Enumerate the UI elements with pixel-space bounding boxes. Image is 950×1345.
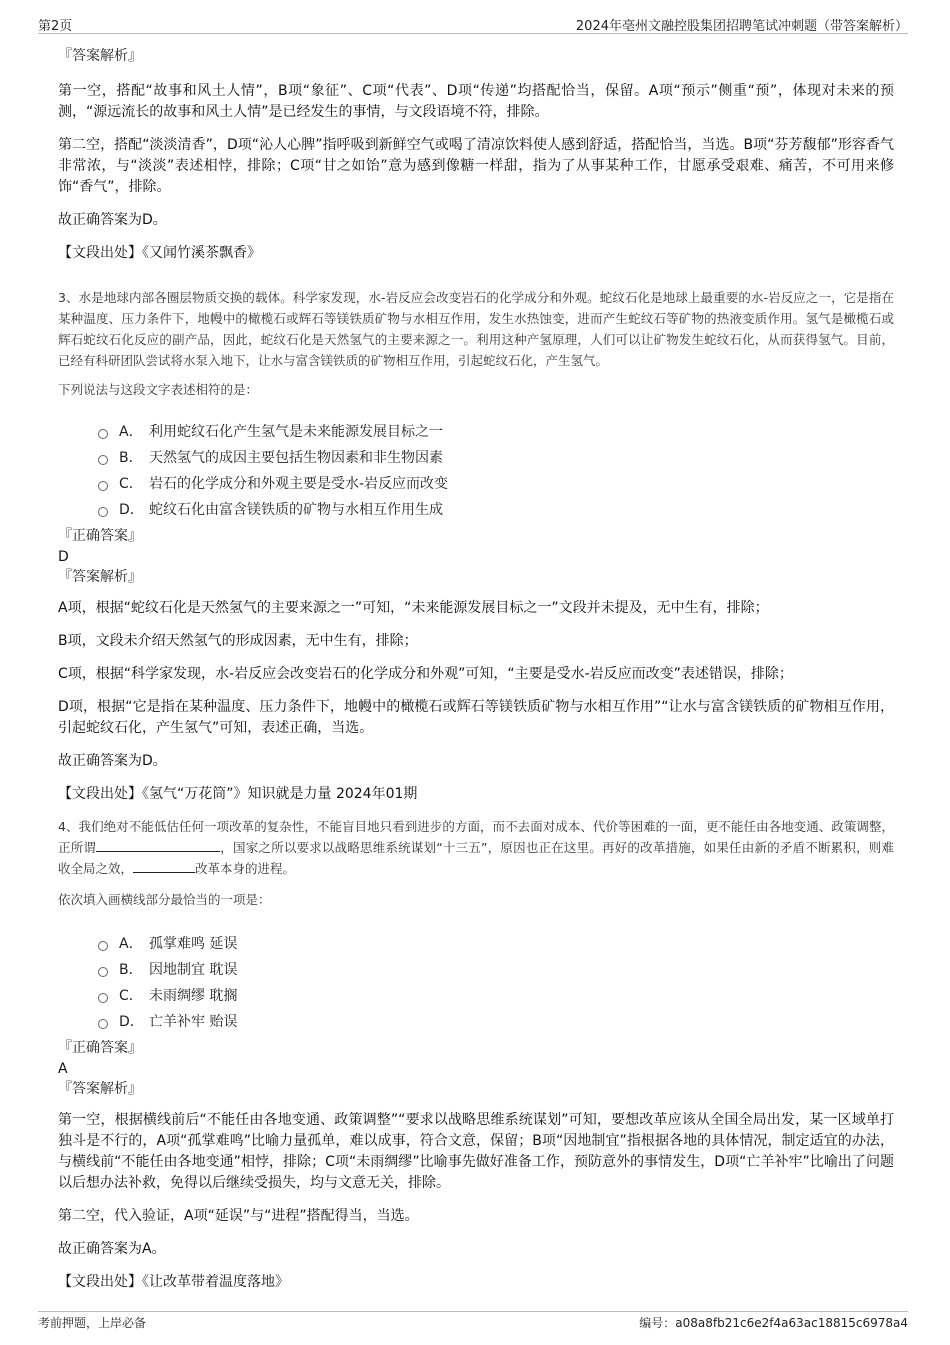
q4-blank-1 <box>96 839 220 852</box>
option-text: 利用蛇纹石化产生氢气是未来能源发展目标之一 <box>149 424 443 440</box>
option-key: B． <box>119 962 143 978</box>
option-text: 天然氢气的成因主要包括生物因素和非生物因素 <box>149 450 443 466</box>
q4-option-c[interactable] <box>98 982 894 1008</box>
q4-stem-part3: 改革本身的进程。 <box>195 861 296 876</box>
q3-prompt: 下列说法与这段文字表述相符的是： <box>58 382 259 397</box>
q2-source: 【文段出处】《又闻竹溪茶飘香》 <box>58 245 261 261</box>
option-text: 孤掌难鸣 延误 <box>149 936 238 952</box>
radio-icon[interactable] <box>98 1019 108 1029</box>
option-key: C． <box>119 988 143 1004</box>
q3-source: 【文段出处】《氢气“万花筒”》知识就是力量 2024年01期 <box>58 786 418 802</box>
q3-correct-answer: D <box>58 549 69 565</box>
q3-option-c[interactable] <box>98 470 894 496</box>
radio-icon[interactable] <box>98 993 108 1003</box>
q3-analysis-label: 『答案解析』 <box>58 569 142 585</box>
q2-analysis-label: 『答案解析』 <box>58 48 142 64</box>
option-key: C． <box>119 476 143 492</box>
q4-stem-part1: 4、我们绝对不能低估任何一项改革的复杂性，不能盲目地只看到进步的方面，而不去面对成本、代价等困难的一面，更不能任由各地变通、政策调整，正所谓 <box>58 819 894 855</box>
q4-option-b[interactable] <box>98 956 894 982</box>
question-3 <box>58 287 894 805</box>
q3-analysis-c: C项，根据“科学家发现，水-岩反应会改变岩石的化学成分和外观”可知，“主要是受水-岩反应而改变”表述错误，排除； <box>58 666 793 682</box>
q4-option-d[interactable] <box>98 1008 894 1034</box>
q3-options <box>58 418 894 522</box>
option-key: D． <box>119 1014 144 1030</box>
radio-icon[interactable] <box>98 429 108 439</box>
radio-icon[interactable] <box>98 967 108 977</box>
header-divider <box>38 33 908 34</box>
q2-analysis-para1: 第一空，搭配“故事和风土人情”，B项“象征”、C项“代表”、D项“传递”均搭配恰当，保留。A项“预示”侧重“预”，体现对未来的预测，“源远流长的故事和风土人情”是已经发生的事情，与文段语境不符，排除。 <box>58 83 894 120</box>
q3-option-b[interactable] <box>98 444 894 470</box>
q4-stem <box>58 816 894 879</box>
footer-code <box>639 1314 908 1331</box>
page-number: 第2页 <box>38 19 73 34</box>
q3-stem: 3、水是地球内部各圈层物质交换的载体。科学家发现，水-岩反应会改变岩石的化学成分和外观。蛇纹石化是地球上最重要的水-岩反应之一，它是指在某种温度、压力条件下，地幔中的橄榄石或辉石等镁铁质矿物与水相互作用，发生水热蚀变，进而产生蛇纹石等矿物的热液变质作用。氢气是橄榄石或辉石蛇纹石化反应的副产品，因此，蛇纹石化是天然氢气的主要来源之一。利用这种产氢原理，人们可以让矿物发生蛇纹石化，从而获得氢气。目前，已经有科研团队尝试将水泵入地下，让水与富含镁铁质的矿物相互作用，引起蛇纹石化，产生氢气。 <box>58 290 894 368</box>
q3-option-d[interactable] <box>98 496 894 522</box>
q4-correct-label: 『正确答案』 <box>58 1040 142 1056</box>
option-text: 蛇纹石化由富含镁铁质的矿物与水相互作用生成 <box>149 502 443 518</box>
q3-conclusion: 故正确答案为D。 <box>58 753 167 769</box>
option-key: B． <box>119 450 143 466</box>
q2-conclusion: 故正确答案为D。 <box>58 212 167 228</box>
q4-source: 【文段出处】《让改革带着温度落地》 <box>58 1274 289 1290</box>
q4-analysis-para1: 第一空，根据横线前后“不能任由各地变通、政策调整”“要求以战略思维系统谋划”可知，要想改革应该从全国全局出发，某一区域单打独斗是不行的，A项“孤掌难鸣”比喻力量孤单，难以成事，符合文意，保留；B项“因地制宜”指根据各地的具体情况，制定适宜的办法，与横线前“不能任由各地变通”相悖，排除；C项“未雨绸缪”比喻事先做好准备工作，预防意外的事情发生，D项“亡羊补牢”比喻出了问题以后想办法补救，免得以后继续受损失，均与文意无关，排除。 <box>58 1112 894 1191</box>
footer-divider <box>38 1311 908 1312</box>
footer-slogan: 考前押题，上岸必备 <box>38 1316 147 1330</box>
q4-option-a[interactable] <box>98 930 894 956</box>
q4-conclusion: 故正确答案为A。 <box>58 1241 166 1257</box>
question-4 <box>58 816 894 1293</box>
option-text: 未雨绸缪 耽搁 <box>149 988 238 1004</box>
q3-option-a[interactable] <box>98 418 894 444</box>
radio-icon[interactable] <box>98 941 108 951</box>
q4-correct-answer: A <box>58 1061 68 1077</box>
option-key: D． <box>119 502 144 518</box>
q3-correct-label: 『正确答案』 <box>58 528 142 544</box>
option-text: 因地制宜 耽误 <box>149 962 238 978</box>
document-title: 2024年亳州文融控股集团招聘笔试冲刺题（带答案解析） <box>575 19 908 34</box>
q4-stem-part2: ，国家之所以要求以战略思维系统谋划“十三五”，原因也正在这里。再好的改革措施，如果任由新的矛盾不断累积，则难收全局之效， <box>58 840 894 876</box>
q4-options <box>58 930 894 1034</box>
footer-code-value: a08a8fb21c6e2f4a63ac18815c6978a4 <box>675 1316 908 1330</box>
q3-analysis-b: B项，文段未介绍天然氢气的形成因素，无中生有，排除； <box>58 633 418 649</box>
q2-analysis-para2: 第二空，搭配“淡淡清香”，D项“沁人心脾”指呼吸到新鲜空气或喝了清凉饮料使人感到舒适，搭配恰当，当选。B项“芬芳馥郁”形容香气非常浓，与“淡淡”表述相悖，排除；C项“甘之如饴”意为感到像糖一样甜，指为了从事某种工作，甘愿承受艰难、痛苦，不可用来修饰“香气”，排除。 <box>58 137 894 195</box>
q4-analysis-label: 『答案解析』 <box>58 1081 142 1097</box>
radio-icon[interactable] <box>98 481 108 491</box>
option-text: 亡羊补牢 贻误 <box>149 1014 238 1030</box>
radio-icon[interactable] <box>98 455 108 465</box>
q3-analysis-d: D项，根据“它是指在某种温度、压力条件下，地幔中的橄榄石或辉石等镁铁质矿物与水相互作用”“让水与富含镁铁质的矿物相互作用，引起蛇纹石化，产生氢气”可知，表述正确，当选。 <box>58 699 894 736</box>
q4-prompt: 依次填入画横线部分最恰当的一项是： <box>58 892 271 907</box>
radio-icon[interactable] <box>98 507 108 517</box>
option-key: A． <box>119 936 143 952</box>
q3-analysis-a: A项，根据“蛇纹石化是天然氢气的主要来源之一”可知，“未来能源发展目标之一”文段并未提及，无中生有，排除； <box>58 600 769 616</box>
q4-analysis-para2: 第二空，代入验证，A项“延误”与“进程”搭配得当，当选。 <box>58 1208 419 1224</box>
q2-analysis-section <box>58 46 894 264</box>
footer-code-label: 编号： <box>639 1316 676 1330</box>
option-text: 岩石的化学成分和外观主要是受水-岩反应而改变 <box>149 476 449 492</box>
option-key: A． <box>119 424 143 440</box>
q4-blank-2 <box>133 860 195 873</box>
